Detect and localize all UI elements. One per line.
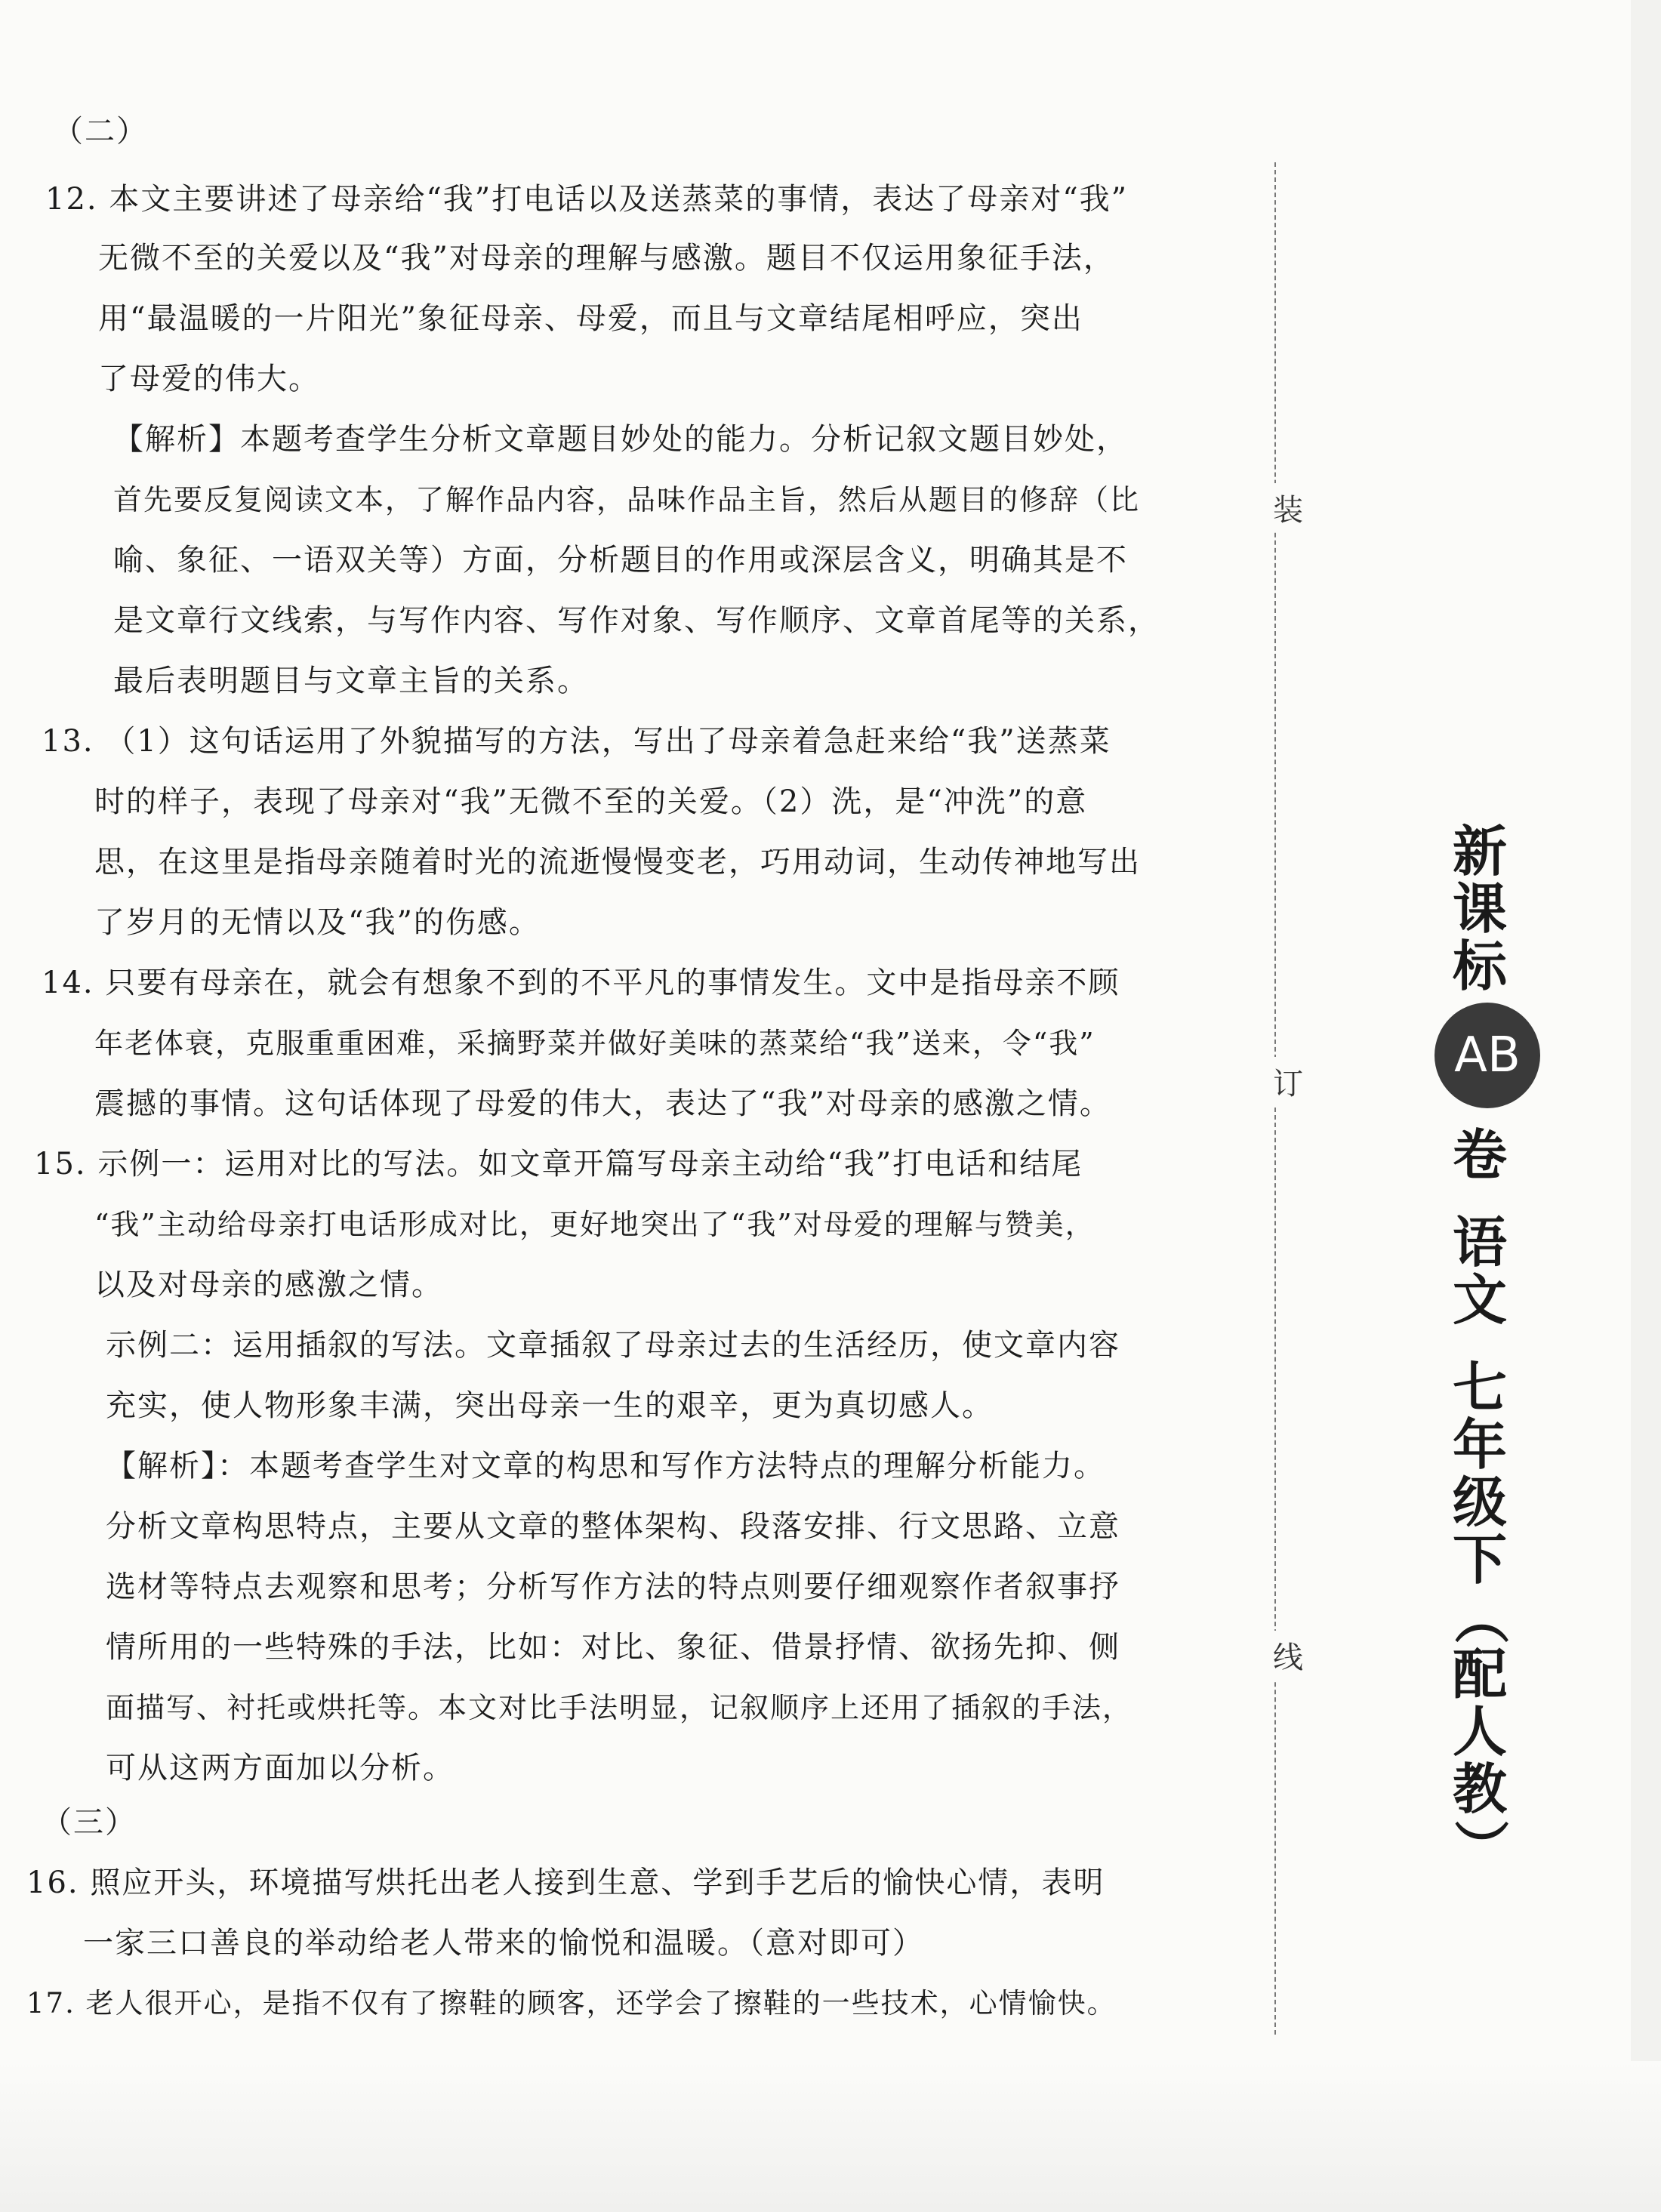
- text-line-q12i: 最后表明题目与文章主旨的关系。: [113, 664, 589, 698]
- spine-char: 级: [1452, 1471, 1507, 1534]
- text-line-q15j: 面描写、衬托或烘托等。本文对比手法明显，记叙顺序上还用了插叙的手法，: [106, 1691, 1133, 1724]
- book-spine-title: [1434, 820, 1525, 1875]
- spine-char: 语: [1452, 1211, 1507, 1274]
- ab-badge: AB: [1434, 1003, 1540, 1108]
- text-line-q12h: 是文章行文线索，与写作内容、写作对象、写作顺序、文章首尾等的关系，: [113, 603, 1160, 638]
- spine-char: 下: [1452, 1528, 1507, 1591]
- spine-char: 卷: [1452, 1123, 1507, 1187]
- text-line-q15g: 分析文章构思特点，主要从文章的整体架构、段落安排、行文思路、立意: [106, 1509, 1120, 1544]
- text-line-q15c: 以及对母亲的感激之情。: [94, 1268, 443, 1302]
- text-line-q12d: 了母爱的伟大。: [98, 362, 320, 396]
- text-line-q15e: 充实，使人物形象丰满，突出母亲一生的艰辛，更为真切感人。: [106, 1388, 994, 1423]
- spine-char: 配: [1452, 1643, 1507, 1706]
- spine-char: 标: [1452, 935, 1507, 998]
- spine-char: 七: [1452, 1356, 1507, 1419]
- text-line-q16b: 一家三口善良的举动给老人带来的愉悦和温暖。（意对即可）: [83, 1926, 924, 1961]
- text-line-q16a: 16. 照应开头，环境描写烘托出老人接到生意、学到手艺后的愉快心情，表明: [26, 1865, 1105, 1900]
- text-line-q13d: 了岁月的无情以及“我”的伤感。: [94, 905, 541, 940]
- spine-char: 人: [1452, 1700, 1507, 1764]
- page-edge: [1631, 0, 1661, 2210]
- text-line-q15d: 示例二：运用插叙的写法。文章插叙了母亲过去的生活经历，使文章内容: [106, 1328, 1120, 1363]
- spine-char: 文: [1452, 1268, 1507, 1332]
- text-line-q12f: 首先要反复阅读文本，了解作品内容，品味作品主旨，然后从题目的修辞（比: [113, 483, 1141, 516]
- spine-char: ）: [1448, 1819, 1512, 1874]
- text-line-q12c: 用“最温暖的一片阳光”象征母亲、母爱，而且与文章结尾相呼应，突出: [98, 301, 1083, 336]
- spine-char: 新: [1452, 820, 1507, 883]
- binding-mark-ding: 订: [1273, 1057, 1303, 1106]
- text-line-q12e: 【解析】本题考查学生分析文章题目妙处的能力。分析记叙文题目妙处，: [113, 422, 1128, 457]
- spine-char: （: [1448, 1589, 1512, 1644]
- text-line-q15f: 【解析】：本题考查学生对文章的构思和写作方法特点的理解分析能力。: [106, 1449, 1105, 1483]
- text-line-q14c: 震撼的事情。这句话体现了母爱的伟大，表达了“我”对母亲的感激之情。: [94, 1086, 1111, 1121]
- text-line-q14a: 14. 只要有母亲在，就会有想象不到的不平凡的事情发生。文中是指母亲不顾: [42, 966, 1120, 1000]
- spine-char: 课: [1452, 877, 1507, 941]
- binding-mark-xian: 线: [1273, 1631, 1303, 1680]
- text-line-q12g: 喻、象征、一语双关等）方面，分析题目的作用或深层含义，明确其是不: [113, 543, 1128, 578]
- text-line-q12b: 无微不至的关爱以及“我”对母亲的理解与感激。题目不仅运用象征手法，: [98, 241, 1115, 276]
- text-line-sec3: （三）: [42, 1805, 137, 1840]
- text-line-q15k: 可从这两方面加以分析。: [106, 1751, 455, 1785]
- binding-mark-zhuang: 装: [1273, 483, 1303, 532]
- text-line-q15a: 15. 示例一：运用对比的写法。如文章开篇写母亲主动给“我”打电话和结尾: [34, 1147, 1083, 1181]
- spine-char: 年: [1452, 1413, 1507, 1477]
- page-bottom-shade: [0, 2061, 1661, 2212]
- text-line-q13c: 思，在这里是指母亲随着时光的流逝慢慢变老，巧用动词，生动传神地写出: [94, 845, 1141, 880]
- text-line-q13b: 时的样子，表现了母亲对“我”无微不至的关爱。（2）洗，是“冲洗”的意: [94, 784, 1088, 819]
- text-line-q15b: “我”主动给母亲打电话形成对比，更好地突出了“我”对母爱的理解与赞美，: [94, 1208, 1096, 1241]
- text-line-q17a: 17. 老人很开心，是指不仅有了擦鞋的顾客，还学会了擦鞋的一些技术，心情愉快。: [26, 1987, 1117, 2019]
- text-line-q15i: 情所用的一些特殊的手法，比如：对比、象征、借景抒情、欲扬先抑、侧: [106, 1630, 1120, 1665]
- text-line-q14b: 年老体衰，克服重重困难，采摘野菜并做好美味的蒸菜给“我”送来，令“我”: [94, 1027, 1096, 1060]
- text-line-q12a: 12. 本文主要讲述了母亲给“我”打电话以及送蒸菜的事情，表达了母亲对“我”: [45, 182, 1129, 217]
- text-line-q15h: 选材等特点去观察和思考；分析写作方法的特点则要仔细观察作者叙事抒: [106, 1570, 1120, 1604]
- spine-char: 教: [1452, 1758, 1507, 1821]
- text-line-q13a: 13. （1）这句话运用了外貌描写的方法，写出了母亲着急赶来给“我”送蒸菜: [42, 724, 1111, 759]
- text-line-sec2: （二）: [53, 114, 148, 149]
